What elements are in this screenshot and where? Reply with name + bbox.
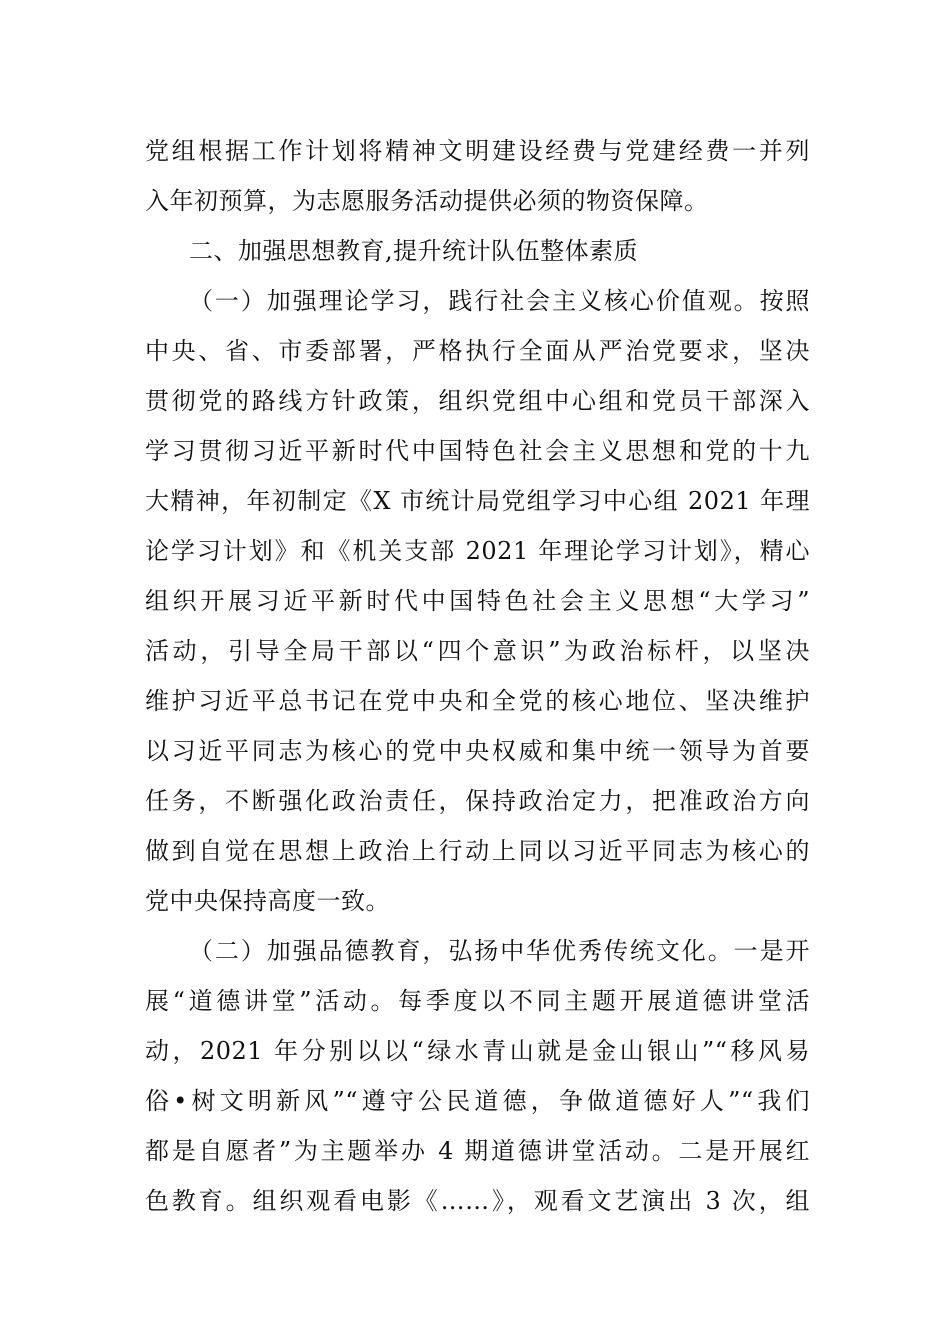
paragraph-line: 贯彻党的路线方针政策，组织党组中心组和党员干部深入 [145, 387, 810, 415]
paragraph-line: 入年初预算，为志愿服务活动提供必须的物资保障。 [145, 187, 709, 215]
paragraph-line: 做到自觉在思想上政治上行动上同以习近平同志为核心的 [145, 837, 810, 865]
paragraph-line: 大精神，年初制定《X 市统计局党组学习中心组 2021 年理 [145, 487, 810, 515]
paragraph-line: 组织开展习近平新时代中国特色社会主义思想“大学习” [145, 587, 810, 615]
paragraph-line: 中央、省、市委部署，严格执行全面从严治党要求，坚决 [145, 337, 810, 365]
paragraph-line: 活动，引导全局干部以“四个意识”为政治标杆，以坚决 [145, 637, 810, 665]
paragraph-line: 动，2021 年分别以以“绿水青山就是金山银山”“移风易 [145, 1037, 810, 1065]
section-heading: 二、加强思想教育,提升统计队伍整体素质 [189, 237, 639, 265]
paragraph-line: 任务，不断强化政治责任，保持政治定力，把准政治方向 [145, 787, 810, 815]
paragraph-line: 学习贯彻习近平新时代中国特色社会主义思想和党的十九 [145, 437, 810, 465]
paragraph-line: 色教育。组织观看电影《……》，观看文艺演出 3 次，组 [145, 1187, 810, 1215]
paragraph-line: （一）加强理论学习，践行社会主义核心价值观。按照 [189, 287, 810, 315]
paragraph-line: 以习近平同志为核心的党中央权威和集中统一领导为首要 [145, 737, 810, 765]
paragraph-line: 展“道德讲堂”活动。每季度以不同主题开展道德讲堂活 [145, 987, 810, 1015]
paragraph-line: 都是自愿者”为主题举办 4 期道德讲堂活动。二是开展红 [145, 1137, 810, 1165]
paragraph-line: 论学习计划》和《机关支部 2021 年理论学习计划》，精心 [145, 537, 810, 565]
paragraph-line: 维护习近平总书记在党中央和全党的核心地位、坚决维护 [145, 687, 810, 715]
paragraph-line: 党中央保持高度一致。 [145, 887, 390, 915]
paragraph-line: （二）加强品德教育，弘扬中华优秀传统文化。一是开 [189, 937, 810, 965]
paragraph-line: 党组根据工作计划将精神文明建设经费与党建经费一并列 [145, 137, 810, 165]
paragraph-line: 俗•树文明新风”“遵守公民道德，争做道德好人”“我们 [145, 1087, 810, 1115]
